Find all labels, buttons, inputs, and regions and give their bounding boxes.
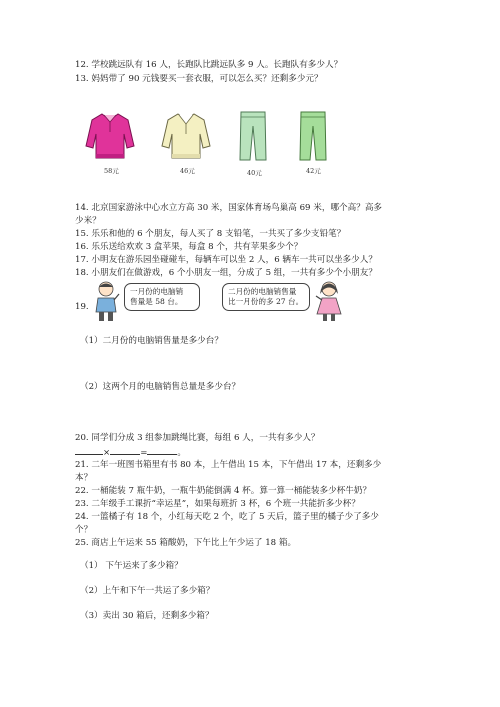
question-25-part-1: （1） 下午运来了多少箱？: [80, 561, 183, 571]
times-sign: ×: [103, 448, 111, 458]
question-23: 23. 二年级手工课折“幸运星”，如果每班折 3 杯，6 个班一共能折多少杯？: [75, 499, 360, 509]
bubble-right-line-2: 比一月份的多 27 台。: [228, 297, 304, 306]
question-21: 21. 二年一班图书箱里有书 80 本，上午借出 15 本，下午借出 17 本，还剩多少: [75, 460, 382, 470]
yellow-sweater-icon: [160, 112, 212, 160]
answer-blank[interactable]: [147, 446, 177, 455]
girl-figure-icon: [314, 280, 344, 322]
speech-bubble-right: [222, 283, 310, 311]
question-14: 14. 北京国家游泳中心水立方高 30 米，国家体育场鸟巢高 69 米，哪个高？高多: [75, 203, 383, 213]
question-24: 24. 一篮橘子有 18 个，小红每天吃 2 个，吃了 5 天后，篮子里的橘子少了多少: [75, 512, 379, 522]
bubble-right-line-1: 二月份的电脑销售量: [228, 287, 297, 296]
answer-blank[interactable]: [110, 446, 140, 455]
question-12: 12. 学校跳远队有 16 人，长跑队比跳远队多 9 人。长跑队有多少人？: [75, 60, 343, 70]
equals-sign: =: [140, 448, 148, 458]
question-20: 20. 同学们分成 3 组参加跳绳比赛，每组 6 人，一共有多少人？: [75, 433, 320, 443]
question-21-cont: 本？: [75, 473, 93, 483]
pink-sweater-icon: [84, 112, 136, 160]
question-25-part-2: （2）上午和下午一共运了多少箱？: [80, 586, 215, 596]
question-19: 19.: [75, 302, 89, 312]
question-19-part-1: （1）二月份的电脑销售量是多少台？: [80, 336, 223, 346]
question-19-part-2: （2）这两个月的电脑销售总量是多少台？: [80, 382, 241, 392]
question-24-cont: 个？: [75, 525, 93, 535]
question-14-cont: 少米？: [75, 216, 101, 226]
question-25: 25. 商店上午运来 55 箱酸奶，下午比上午少运了 18 箱。: [75, 538, 297, 548]
question-15: 15. 乐乐和他的 6 个朋友，每人买了 8 支铅笔，一共买了多少支铅笔？: [75, 229, 346, 239]
question-13: 13. 妈妈带了 90 元钱要买一套衣服，可以怎么买？还剩多少元？: [75, 74, 323, 84]
green-pants-icon: [238, 110, 268, 162]
question-22: 22. 一桶能装 7 瓶牛奶，一瓶牛奶能倒满 4 杯。算一算一桶能装多少杯牛奶？: [75, 486, 372, 496]
question-17: 17. 小明友在游乐园坐碰碰车，每辆车可以坐 2 人，6 辆车一共可以坐多少人？: [75, 255, 377, 265]
question-18: 18. 小朋友们在做游戏，6 个小朋友一组，分成了 5 组，一共有多少个小朋友？: [75, 268, 377, 278]
bubble-left-line-2: 售量是 58 台。: [130, 297, 183, 306]
price-label-4: 42元: [306, 167, 321, 175]
price-label-2: 46元: [180, 167, 195, 175]
green-pants-icon: [298, 110, 328, 162]
bubble-left-line-1: 一月份的电脑销: [130, 287, 184, 296]
boy-figure-icon: [92, 280, 120, 322]
answer-blank[interactable]: [75, 446, 103, 455]
question-25-part-3: （3）卖出 30 箱后，还剩多少箱？: [80, 611, 214, 621]
question-20-equation: [75, 446, 186, 459]
period: 。: [177, 448, 187, 458]
speech-bubble-left: [124, 283, 200, 311]
price-label-1: 58元: [104, 167, 119, 175]
question-16: 16. 乐乐送给欢欢 3 盒苹果，每盒 8 个，共有苹果多少个？: [75, 242, 303, 252]
price-label-3: 40元: [247, 169, 262, 177]
